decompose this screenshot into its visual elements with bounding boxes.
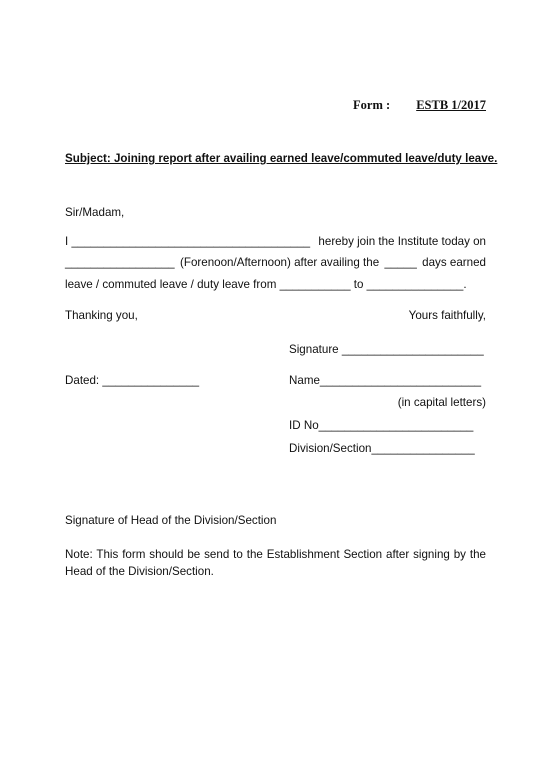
body-line-3: leave / commuted leave / duty leave from ___________ to _______________. [65, 278, 467, 291]
subject-heading: Subject: Joining report after availing earned leave/commuted leave/duty leave. [65, 152, 498, 165]
division-section-field: Division/Section________________ [289, 442, 475, 455]
name-blank-text: I _____________________________________ [65, 235, 311, 248]
note-text: Note: This form should be send to the Establishment Section after signing by the Head of the Division/Section. [65, 548, 486, 578]
yours-faithfully-text: Yours faithfully, [408, 309, 486, 322]
body-line-1 [65, 235, 486, 248]
signature-field: Signature ______________________ [289, 343, 484, 356]
head-signature-text: Signature of Head of the Division/Section [65, 514, 277, 527]
dated-field: Dated: _______________ [65, 374, 200, 387]
id-no-field: ID No________________________ [289, 419, 474, 432]
form-code: ESTB 1/2017 [416, 98, 486, 112]
name-field: Name_________________________ [289, 374, 482, 387]
form-identifier [353, 98, 486, 113]
capital-letters-note: (in capital letters) [397, 396, 486, 409]
salutation: Sir/Madam, [65, 206, 125, 219]
days-blank: _____ [384, 256, 417, 269]
body-line-2 [65, 256, 486, 269]
form-label: Form : [353, 98, 391, 112]
days-earned-text: days earned [422, 256, 486, 269]
forenoon-afternoon-text: (Forenoon/Afternoon) after availing the [180, 256, 380, 269]
join-text: hereby join the Institute today on [318, 235, 486, 248]
date-blank: _________________ [65, 256, 175, 269]
thanking-text: Thanking you, [65, 309, 138, 322]
